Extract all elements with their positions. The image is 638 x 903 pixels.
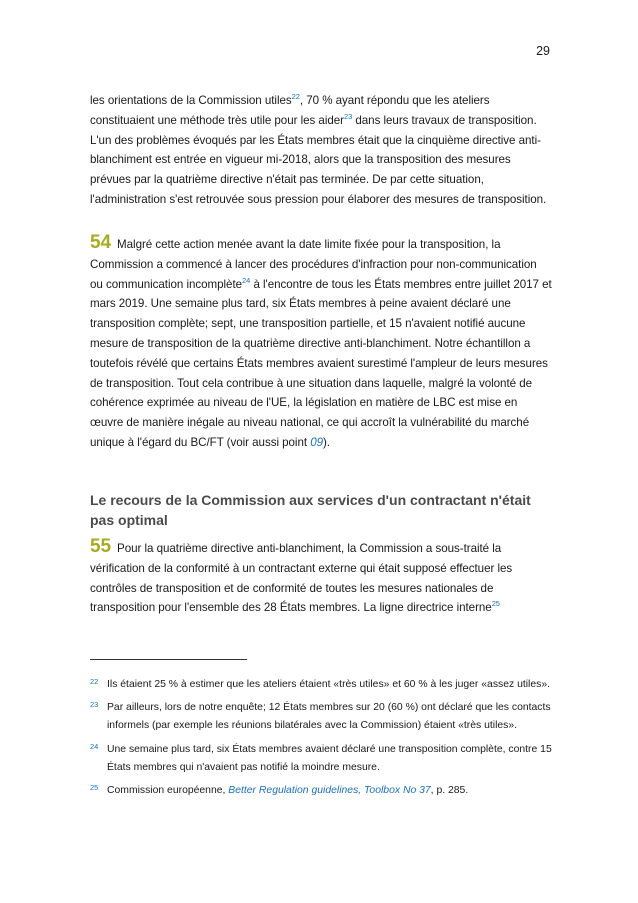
footnote-ref-25[interactable]: 25 [491, 599, 500, 609]
intro-text-3: dans leurs travaux de transposition. L'un des problèmes évoqués par les États membres était que la cinquième directive anti-blanchiment est entrée en vigueur mi-2018, alors que la transposition des mesures prévues par la quatrième directive n'était pas terminée. De par cette situation, l'administration s'est retrouvée sous pression pour élaborer des mesures de transposition. [90, 113, 547, 206]
paragraph-54-text-1: Malgré cette action menée avant la date limite fixée pour la transposition, la Commission a commencé à lancer des procédures d'infraction pour non-communication ou communication incomplète [90, 238, 537, 291]
paragraph-54-text-3: ). [323, 435, 330, 449]
footnote-text-before: Commission européenne, [107, 785, 229, 797]
footnotes [90, 676, 552, 805]
intro-text-2: , 70 % ayant répondu que les ateliers constituaient une méthode très utile pour les aider [90, 94, 490, 127]
paragraph-54-text-2: à l'encontre de tous les États membres entre juillet 2017 et mars 2019. Une semaine plus tard, six États membres à peine avaient déclaré une transposition complète; sept, une transposition partielle, et 15 n'avaient notifié aucune mesure de transposition de la quatrième directive anti-blanchiment. Notre échantillon a toutefois révélé que certains États membres avaient surestimé l'ampleur de leurs mesures de transposition. Tout cela contribue à une situation dans laquelle, malgré la volonté de cohérence exprimée au niveau de l'UE, la législation en matière de LBC est mise en œuvre de manière inégale au niveau national, ce qui accroît la vulnérabilité du marché unique à l'égard du BC/FT (voir aussi point [90, 277, 552, 449]
footnote-text: Une semaine plus tard, six États membres avaient déclaré une transposition complète, contre 15 États membres qui n'avaient pas notifié la moindre mesure. [107, 743, 552, 773]
footnote-ref-24[interactable]: 24 [242, 275, 251, 285]
footnote-24 [90, 741, 552, 777]
intro-paragraph [90, 91, 552, 210]
footnote-22 [90, 676, 552, 694]
footnote-number: 22 [90, 677, 99, 686]
intro-text-1: les orientations de la Commission utiles [90, 94, 292, 107]
section-heading: Le recours de la Commission aux services d'un contractant n'était pas optimal [90, 492, 531, 528]
footnote-23 [90, 699, 552, 735]
footnote-ref-22[interactable]: 22 [291, 92, 300, 101]
footnote-ref-23[interactable]: 23 [343, 111, 353, 121]
footnote-text: Ils étaient 25 % à estimer que les ateliers étaient «très utiles» et 60 % à les juger «assez utiles». [107, 679, 550, 690]
page-number: 29 [536, 44, 550, 58]
footnote-number: 24 [90, 741, 99, 751]
paragraph-54 [90, 233, 552, 453]
footnote-number: 23 [90, 700, 99, 710]
footnote-text: Par ailleurs, lors de notre enquête; 12 États membres sur 20 (60 %) ont déclaré que les contacts informels (par exemple les réunions bilatérales avec la Commission) étaient «très utiles». [107, 702, 551, 732]
paragraph-55-text: Pour la quatrième directive anti-blanchiment, la Commission a sous-traité la vérification de la conformité à un contractant externe qui était supposé effectuer les contrôles de transposition et de conformité de toutes les mesures nationales de transposition pour l'ensemble des 28 États membres. La ligne directrice interne [90, 542, 513, 615]
paragraph-55 [90, 537, 552, 618]
point-09-link[interactable]: 09 [310, 435, 323, 449]
footnote-text [107, 782, 552, 800]
better-regulation-link[interactable]: Better Regulation guidelines, Toolbox No 37 [228, 785, 431, 797]
footnote-number: 25 [90, 783, 99, 793]
footnote-text-after: , p. 285. [430, 785, 469, 797]
paragraph-number-54: 54 [90, 232, 112, 253]
footnote-25 [90, 782, 552, 800]
footnote-divider [90, 659, 247, 660]
paragraph-number-55: 55 [90, 536, 112, 557]
